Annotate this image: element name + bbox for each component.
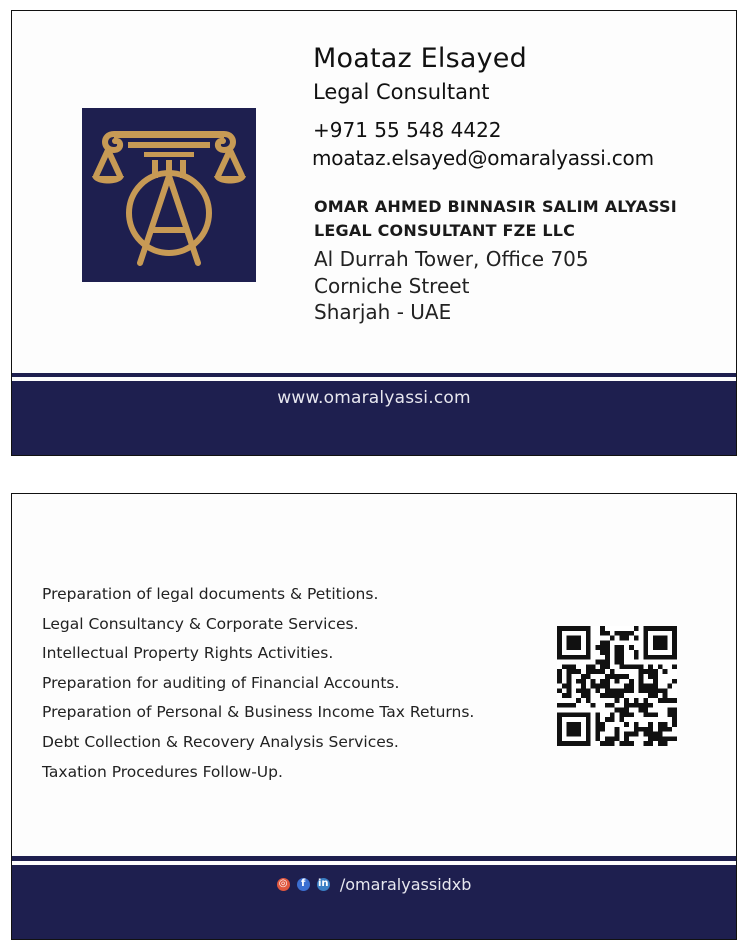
facebook-icon: f	[297, 878, 310, 891]
address-line: Al Durrah Tower, Office 705	[314, 247, 589, 271]
qr-code	[556, 626, 678, 746]
instagram-icon: ◎	[277, 878, 290, 891]
qr-code-icon	[556, 626, 678, 746]
person-name: Moataz Elsayed	[313, 43, 527, 74]
service-item: Preparation of Personal & Business Income Tax Returns.	[42, 703, 475, 722]
email-address: moataz.elsayed@omaralyassi.com	[312, 146, 654, 170]
company-name-line: OMAR AHMED BINNASIR SALIM ALYASSI	[314, 197, 677, 216]
service-item: Taxation Procedures Follow-Up.	[42, 762, 283, 781]
divider-stripe	[12, 856, 736, 861]
social-handle: /omaralyassidxb	[339, 875, 472, 894]
address-line: Sharjah - UAE	[314, 300, 452, 324]
divider-stripe	[12, 373, 736, 377]
service-item: Debt Collection & Recovery Analysis Services.	[42, 732, 399, 751]
services-list	[42, 580, 474, 787]
scales-of-justice-logo-icon	[82, 108, 256, 282]
social-handle-row	[12, 875, 736, 894]
service-item: Legal Consultancy & Corporate Services.	[42, 614, 359, 633]
company-name-line: LEGAL CONSULTANT FZE LLC	[314, 221, 576, 240]
phone-number: +971 55 548 4422	[313, 118, 502, 142]
business-card-back	[11, 493, 737, 940]
company-name	[314, 195, 677, 243]
job-title: Legal Consultant	[313, 80, 490, 104]
firm-logo	[82, 108, 256, 282]
website-url: www.omaralyassi.com	[277, 388, 471, 408]
office-address	[314, 246, 589, 326]
service-item: Intellectual Property Rights Activities.	[42, 644, 334, 663]
service-item: Preparation of legal documents & Petitions.	[42, 585, 379, 603]
service-item: Preparation for auditing of Financial Accounts.	[42, 673, 400, 692]
address-line: Corniche Street	[314, 273, 470, 298]
business-card-front	[11, 10, 737, 456]
linkedin-icon: in	[317, 878, 329, 889]
